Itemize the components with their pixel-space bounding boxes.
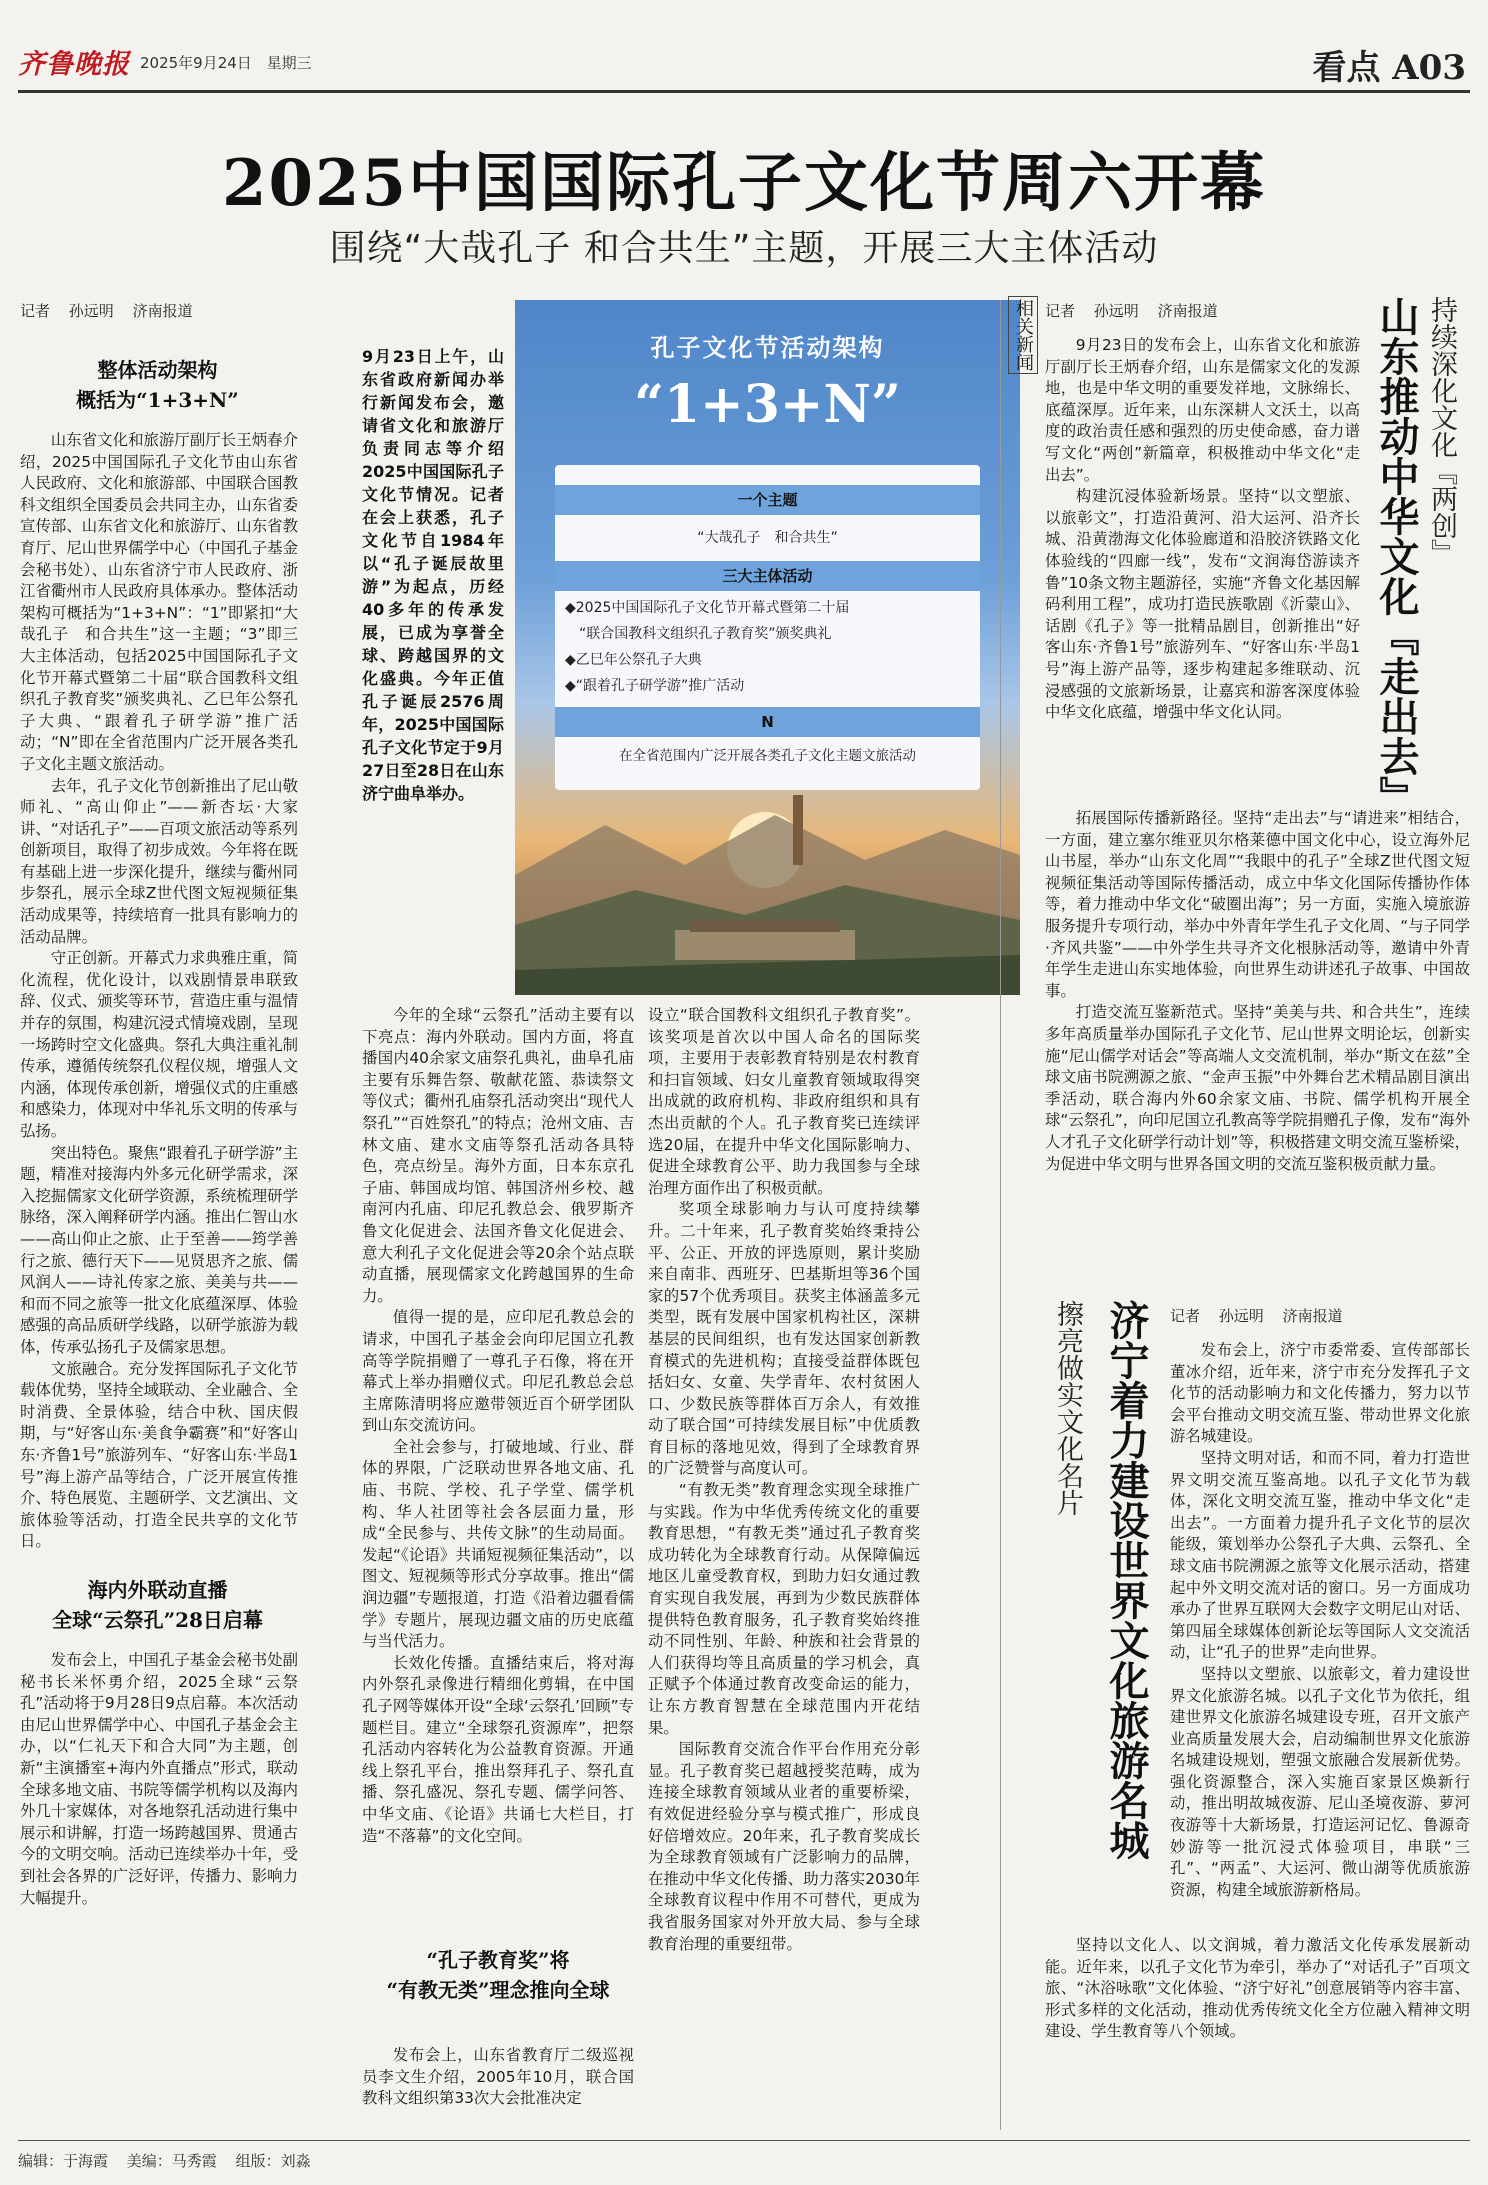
paragraph: 去年，孔子文化节创新推出了尼山敬师礼、“高山仰止”——新杏坛·大家讲、“对话孔子”——百项文旅活动等系列创新项目，取得了初步成效。今年将在既有基础上进一步深化提升，继续与衢州同步祭孔，展示全球Z世代图文短视频征集活动成果等，持续培育一批具有影响力的活动品牌。	[20, 776, 298, 946]
credits	[18, 2150, 325, 2171]
paragraph: 发布会上，济宁市委常委、宣传部部长董冰介绍，近年来，济宁市充分发挥孔子文化节的活动影响力和文化传播力，努力以节会平台推动文明交流互鉴、带动世界文化旅游名城建设。	[1170, 1341, 1470, 1446]
related-news-label: 相关新闻	[1008, 296, 1038, 374]
top-rule	[18, 90, 1470, 93]
activity-item: “联合国教科文组织孔子教育奖”颁奖典礼	[565, 626, 832, 642]
right-bottom-text-b	[1045, 1935, 1470, 2135]
paragraph: “有教无类”教育理念实现全球推广与实践。作为中华优秀传统文化的重要教育思想，“有教无类”通过孔子教育奖成功转化为全球教育行动。从保障偏远地区儿童受教育权，到助力妇女通过教育实现自我发展，再到为少数民族群体提供特色教育服务，孔子教育奖始终推动不同性别、年龄、种族和社会背景的人们获得均等且高质量的学习机会，真正赋予个体通过教育改变命运的能力，让东方教育智慧在全球范围内开花结果。	[648, 1481, 920, 1737]
activity-list	[555, 595, 980, 699]
paragraph: 今年的全球“云祭孔”活动主要有以下亮点：海内外联动。国内方面，将直播国内40余家文庙祭孔典礼，曲阜孔庙主要有乐舞告祭、敬献花篮、恭读祭文等仪式；衢州孔庙祭孔活动突出“现代人祭孔”“百姓祭孔”的特点；沧州文庙、吉林文庙、建水文庙等祭孔活动各具特色，亮点纷呈。海外方面，日本东京孔子庙、韩国成均馆、韩国济州乡校、越南河内孔庙、印尼孔教总会、俄罗斯齐鲁文化促进会、法国齐鲁文化促进会、意大利孔子文化促进会等20余个站点联动直播，展现儒家文化跨越国界的生命力。	[362, 1006, 634, 1305]
middle-column-1-tail	[362, 2045, 634, 2135]
paragraph: 长效化传播。直播结束后，将对海内外祭孔录像进行精细化剪辑，在中国孔子网等媒体开设“全球‘云祭孔’回顾”专题栏目。建立“全球祭孔资源库”，把祭孔活动内容转化为公益教育资源。开通线上祭孔平台，推出祭拜孔子、祭孔直播、祭孔盛况、祭孔专题、儒学问答、中华文庙、《论语》共诵七大栏目，打造“不落幕”的文化空间。	[362, 1653, 634, 1845]
activity-item: ◆2025中国国际孔子文化节开幕式暨第二十届	[565, 600, 850, 616]
byline-role: 记者	[1045, 302, 1076, 320]
heading-line: 概括为“1+3+N”	[76, 388, 239, 412]
activity-item: ◆“跟着孔子研学游”推广活动	[565, 678, 745, 694]
paragraph: 值得一提的是，应印尼孔教总会的请求，中国孔子基金会向印尼国立孔教高等学院捐赠了一尊孔子石像，将在开幕式上举办捐赠仪式。印尼孔教总会总主席陈清明将应邀带领近百个研学团队到山东交流访问。	[362, 1308, 634, 1435]
bar-three-activities: 三大主体活动	[555, 561, 980, 591]
heading-line: “孔子教育奖”将	[426, 1948, 570, 1972]
section-heading-2	[20, 1575, 295, 1635]
n-text: 在全省范围内广泛开展各类孔子文化主题文旅活动	[619, 748, 916, 764]
left-column-text	[20, 430, 298, 1565]
subheadline: 围绕“大哉孔子 和合共生”主题，开展三大主体活动	[329, 228, 1159, 269]
paragraph: 发布会上，中国孔子基金会秘书处副秘书长米怀勇介绍，2025全球“云祭孔”活动将于9月28日9点启幕。本次活动由尼山世界儒学中心、中国孔子基金会主办，以“仁礼天下和合大同”为主题，创新“主演播室+海内外直播点”形式，联动全球多地文庙、书院等儒学机构以及海内外几十家媒体，对各地祭孔活动进行集中展示和讲解，打造一场跨越国界、贯通古今的文明交响。活动已连续举办十年，受到社会各界的广泛好评，传播力、影响力大幅提升。	[20, 1651, 298, 1907]
right-bottom-subtitle: 擦亮做实文化名片	[1052, 1300, 1083, 1516]
left-byline	[20, 300, 207, 321]
section-name: 看点	[1312, 48, 1381, 88]
activity-infographic	[515, 300, 1020, 995]
bar-n: N	[555, 707, 980, 737]
paragraph: 国际教育交流合作平台作用充分彰显。孔子教育奖已超越授奖范畴，成为连接全球教育领域从业者的重要桥梁，有效促进经验分享与模式推广，形成良好倍增效应。20年来，孔子教育奖成长为全球教育领域有广泛影响力的品牌，在推动中华文化传播、助力落实2030年全球教育议程中作用不可替代，更成为我省服务国家对外开放大局、参与全球教育治理的重要纽带。	[648, 1740, 920, 1953]
right-top-title: 山东推动中华文化『走出去』	[1373, 296, 1420, 816]
right-bottom-byline	[1170, 1305, 1357, 1326]
byline-role: 记者	[20, 302, 51, 320]
paragraph: 坚持以文化人、以文润城，着力激活文化传承发展新动能。近年来，以孔子文化节为牵引，举办了“对话孔子”百项文旅、“沐浴咏歌”文化体验、“济宁好礼”创意展销等内容丰富、形式多样的文化活动，推动优秀传统文化全方位融入精神文明建设、学生教育等八个领域。	[1045, 1936, 1470, 2041]
right-bottom-title: 济宁着力建设世界文化旅游名城	[1103, 1300, 1150, 1860]
paragraph: 守正创新。开幕式力求典雅庄重，简化流程，优化设计，以戏剧情景串联致辞、仪式、颁奖等环节，营造庄重与温情并存的氛围，构建沉浸式情境戏剧，呈现一场跨时空文化盛典。祭孔大典注重礼制传承，遵循传统祭孔仪程仪规，增强人文内涵，体现传承创新，增强仪式的庄重感和感染力，体现对中华礼乐文明的传承与弘扬。	[20, 949, 298, 1140]
activity-item: ◆乙巳年公祭孔子大典	[565, 652, 702, 668]
column-divider	[1000, 300, 1001, 2130]
paragraph: 坚持以文塑旅、以旅彰文，着力建设世界文化旅游名城。以孔子文化节为依托，组建世界文化旅游名城建设专班，召开文旅产业高质量发展大会，启动编制世界文化旅游名城建设规划，塑强文旅融合发展新优势。强化资源整合，深入实施百家景区焕新行动，推出明故城夜游、尼山圣境夜游、萝河夜游等十大新场景，打造运河记忆、鲁源奇妙游等一批沉浸式体验项目，串联“三孔”、“两孟”、大运河、微山湖等优质旅游资源，构建全域旅游新格局。	[1170, 1664, 1470, 1899]
heading-line: 海内外联动直播	[87, 1578, 228, 1602]
issue-weekday: 星期三	[266, 54, 312, 72]
bottom-rule	[18, 2140, 1470, 2141]
paragraph: 山东省文化和旅游厅副厅长王炳春介绍，2025中国国际孔子文化节由山东省人民政府、文化和旅游部、中国联合国教科文组织全国委员会共同主办，山东省委宣传部、山东省文化和旅游厅、山东省教育厅、尼山世界儒学中心（中国孔子基金会秘书处）、山东省济宁市人民政府、浙江省衢州市人民政府具体承办。整体活动架构可概括为“1+3+N”：“1”即紧扣“大哉孔子 和合共生”这一主题；“3”即三大主体活动，包括2025中国国际孔子文化节开幕式暨第二十届“联合国教科文组织孔子教育奖”颁奖典礼、乙巳年公祭孔子大典、“跟着孔子研学游”推广活动；“N”即在全省范围内广泛开展各类孔子文化主题文旅活动。	[20, 431, 298, 773]
right-top-subtitle: 持续深化文化『两创』	[1426, 296, 1457, 566]
paragraph: 奖项全球影响力与认可度持续攀升。二十年来，孔子教育奖始终秉持公平、公正、开放的评选原则，累计奖励来自南非、西班牙、巴基斯坦等36个国家的57个优秀项目。获奖主体涵盖多元类型，既有发展中国家机构社区，深耕基层的民间组织，也有发达国家创新教育模式的先进机构；直接受益群体既包括妇女、女童、失学青年、农村贫困人口、少数民族等群体百万余人，有效推动了联合国“可持续发展目标”中优质教育目标的落地见效，得到了全球教育界的广泛赞誉与高度认可。	[648, 1200, 920, 1478]
infographic-title: 孔子文化节活动架构	[650, 334, 885, 362]
byline-role: 记者	[1170, 1307, 1201, 1325]
landscape-illustration	[515, 755, 1020, 995]
byline-name: 孙远明	[1093, 302, 1139, 320]
paragraph: 设立“联合国教科文组织孔子教育奖”。该奖项是首次以中国人命名的国际奖项，主要用于表彰教育特别是农村教育和扫盲领域、妇女儿童教育领域取得突出成就的政府机构、非政府组织和具有杰出贡献的个人。孔子教育奖已连续评选20届，在提升中华文化国际影响力、促进全球教育公平、助力我国参与全球治理方面作出了积极贡献。	[648, 1006, 920, 1197]
byline-name: 孙远明	[1218, 1307, 1264, 1325]
paragraph: 9月23日的发布会上，山东省文化和旅游厅副厅长王炳春介绍，山东是儒家文化的发源地，也是中华文明的重要发祥地，文脉绵长、底蕴深厚。近年来，山东深耕人文沃土，以高度的政治责任感和强烈的历史使命感，奋力谱写文化“两创”新篇章，积极推动中华文化“走出去”。	[1045, 336, 1360, 484]
middle-column-1-text	[362, 1005, 634, 1920]
byline-place: 济南报道	[1157, 302, 1218, 320]
right-bottom-text-a	[1170, 1340, 1470, 1925]
paragraph: 突出特色。聚焦“跟着孔子研学游”主题，精准对接海内外多元化研学需求，深入挖掘儒家文化研学资源，系统梳理研学脉络，深入阐释研学内涵。推出仁智山水——高山仰止之旅、止于至善——筠学善行之旅、德行天下——见贤思齐之旅、儒风润人——诗礼传家之旅、美美与共——和而不同之旅等一批文化底蕴深厚、体验感强的高品质研学线路，以研学旅游为载体，传承弘扬孔子及儒家思想。	[20, 1143, 298, 1356]
right-top-text-b	[1045, 808, 1470, 1283]
left-column-text-2	[20, 1650, 298, 2125]
paragraph: 拓展国际传播新路径。坚持“走出去”与“请进来”相结合，一方面，建立塞尔维亚贝尔格莱德中国文化中心，设立海外尼山书屋，举办“山东文化周”“我眼中的孔子”全球Z世代图文短视频征集活动等国际传播活动，成立中华文化国际传播协作体等，着力推动中华文化“破圈出海”；另一方面，实施入境旅游服务提升专项行动，举办中外青年学生孔子文化周、“与子同学·齐风共鉴”——中外学生共寻齐文化根脉活动等，邀请中外青年学生走进山东实地体验，向世界生动讲述孔子故事、中国故事。	[1045, 809, 1470, 1000]
headline: 2025中国国际孔子文化节周六开幕	[221, 146, 1267, 221]
masthead-logo: 齐鲁晚报	[18, 49, 130, 80]
masthead-info	[140, 52, 322, 73]
page-label	[1312, 40, 1466, 89]
paragraph: 构建沉浸体验新场景。坚持“以文塑旅、以旅彰文”，打造沿黄河、沿大运河、沿齐长城、沿黄渤海文化体验廊道和沿胶济铁路文化体验线的“四廊一线”，发布“文润海岱游读齐鲁”10条文物主题游径，实施“齐鲁文化基因解码利用工程”，成功打造民族歌剧《沂蒙山》、话剧《孔子》等一批精品剧目，创新推出“好客山东·齐鲁1号”旅游列车、“好客山东·半岛1号”海上游产品等，逐步构建起多维联动、沉浸感强的文旅新场景，让嘉宾和游客深度体验中华文化底蕴，增强中华文化认同。	[1045, 487, 1360, 722]
paragraph: 打造交流互鉴新范式。坚持“美美与共、和合共生”，连续多年高质量举办国际孔子文化节、尼山世界文明论坛，创新实施“尼山儒学对话会”等高端人文交流机制，举办“斯文在兹”全球文庙书院溯源之旅、“金声玉振”中外舞台艺术精品剧目演出季活动，联合海内外60余家文庙、书院、儒学机构开展全球“云祭孔”，向印尼国立孔教高等学院捐赠孔子像，发布“海外人才孔子文化研学行动计划”等，积极搭建文明交流互鉴桥梁，为促进中华文明与世界各国文明的交流互鉴积极贡献力量。	[1045, 1003, 1470, 1173]
right-top-text-a	[1045, 335, 1360, 805]
infographic-panel	[555, 465, 980, 790]
byline-name: 孙远明	[68, 302, 114, 320]
lead-paragraph: 9月23日上午，山东省政府新闻办举行新闻发布会，邀请省文化和旅游厅负责同志等介绍2025中国国际孔子文化节情况。记者在会上获悉，孔子文化节自1984年以“孔子诞辰故里游”为起点，历经40多年的传承发展，已成为享誉全球、跨越国界的文化盛典。今年正值孔子诞辰2576周年，2025中国国际孔子文化节定于9月27日至28日在山东济宁曲阜举办。	[362, 347, 504, 803]
infographic-formula: “1+3+N”	[634, 374, 901, 435]
layout-credit: 组版：刘淼	[235, 2152, 311, 2170]
middle-column-2-text	[648, 1005, 920, 2135]
heading-line: “有教无类”理念推向全球	[386, 1978, 610, 2002]
heading-line: 全球“云祭孔”28日启幕	[52, 1608, 263, 1632]
section-heading-3	[362, 1945, 634, 2005]
theme-text: “大哉孔子 和合共生”	[697, 530, 838, 546]
heading-line: 整体活动架构	[97, 358, 218, 382]
byline-place: 济南报道	[132, 302, 193, 320]
paragraph: 发布会上，山东省教育厅二级巡视员李文生介绍，2005年10月，联合国教科文组织第33次大会批准决定	[362, 2046, 634, 2108]
art-credit: 美编：马秀霞	[126, 2152, 217, 2170]
right-top-byline	[1045, 300, 1232, 321]
issue-date: 2025年9月24日	[140, 54, 252, 72]
paragraph: 文旅融合。充分发挥国际孔子文化节载体优势，坚持全域联动、全业融合、全时消费、全景体验，结合中秋、国庆假期，与“好客山东·美食争霸赛”和“好客山东·齐鲁1号”旅游列车、“好客山东·半岛1号”海上游产品等结合，广泛开展宣传推介、特色展览、主题研学、文艺演出、文旅体验等活动，打造全民共享的文化节日。	[20, 1359, 298, 1551]
page-number: A03	[1392, 48, 1466, 88]
editor-credit: 编辑：于海霞	[18, 2152, 109, 2170]
section-heading-1	[20, 355, 295, 415]
paragraph: 全社会参与，打破地域、行业、群体的界限，广泛联动世界各地文庙、孔庙、书院、学校、孔子学堂、儒学机构、华人社团等社会各层面力量，形成“全民参与、共传文脉”的生动局面。发起“《论语》共诵短视频征集活动”，以图文、短视频等形式分享故事。推出“儒润边疆”专题报道，打造《沿着边疆看儒学》专题片，展现边疆文庙的历史底蕴与当代活力。	[362, 1437, 634, 1651]
bar-one-theme: 一个主题	[555, 485, 980, 515]
byline-place: 济南报道	[1282, 1307, 1343, 1325]
paragraph: 坚持文明对话，和而不同，着力打造世界文明交流互鉴高地。以孔子文化节为载体，深化文明交流互鉴，推动中华文化“走出去”。一方面着力提升孔子文化节的层次能级，策划举办公祭孔子大典、云祭孔、全球文庙书院溯源之旅等文化展示活动，搭建起中外文明交流对话的窗口。另一方面成功承办了世界互联网大会数字文明尼山对话、第四届全球媒体创新论坛等国际人文交流活动，让“孔子的世界”走向世界。	[1170, 1448, 1470, 1662]
